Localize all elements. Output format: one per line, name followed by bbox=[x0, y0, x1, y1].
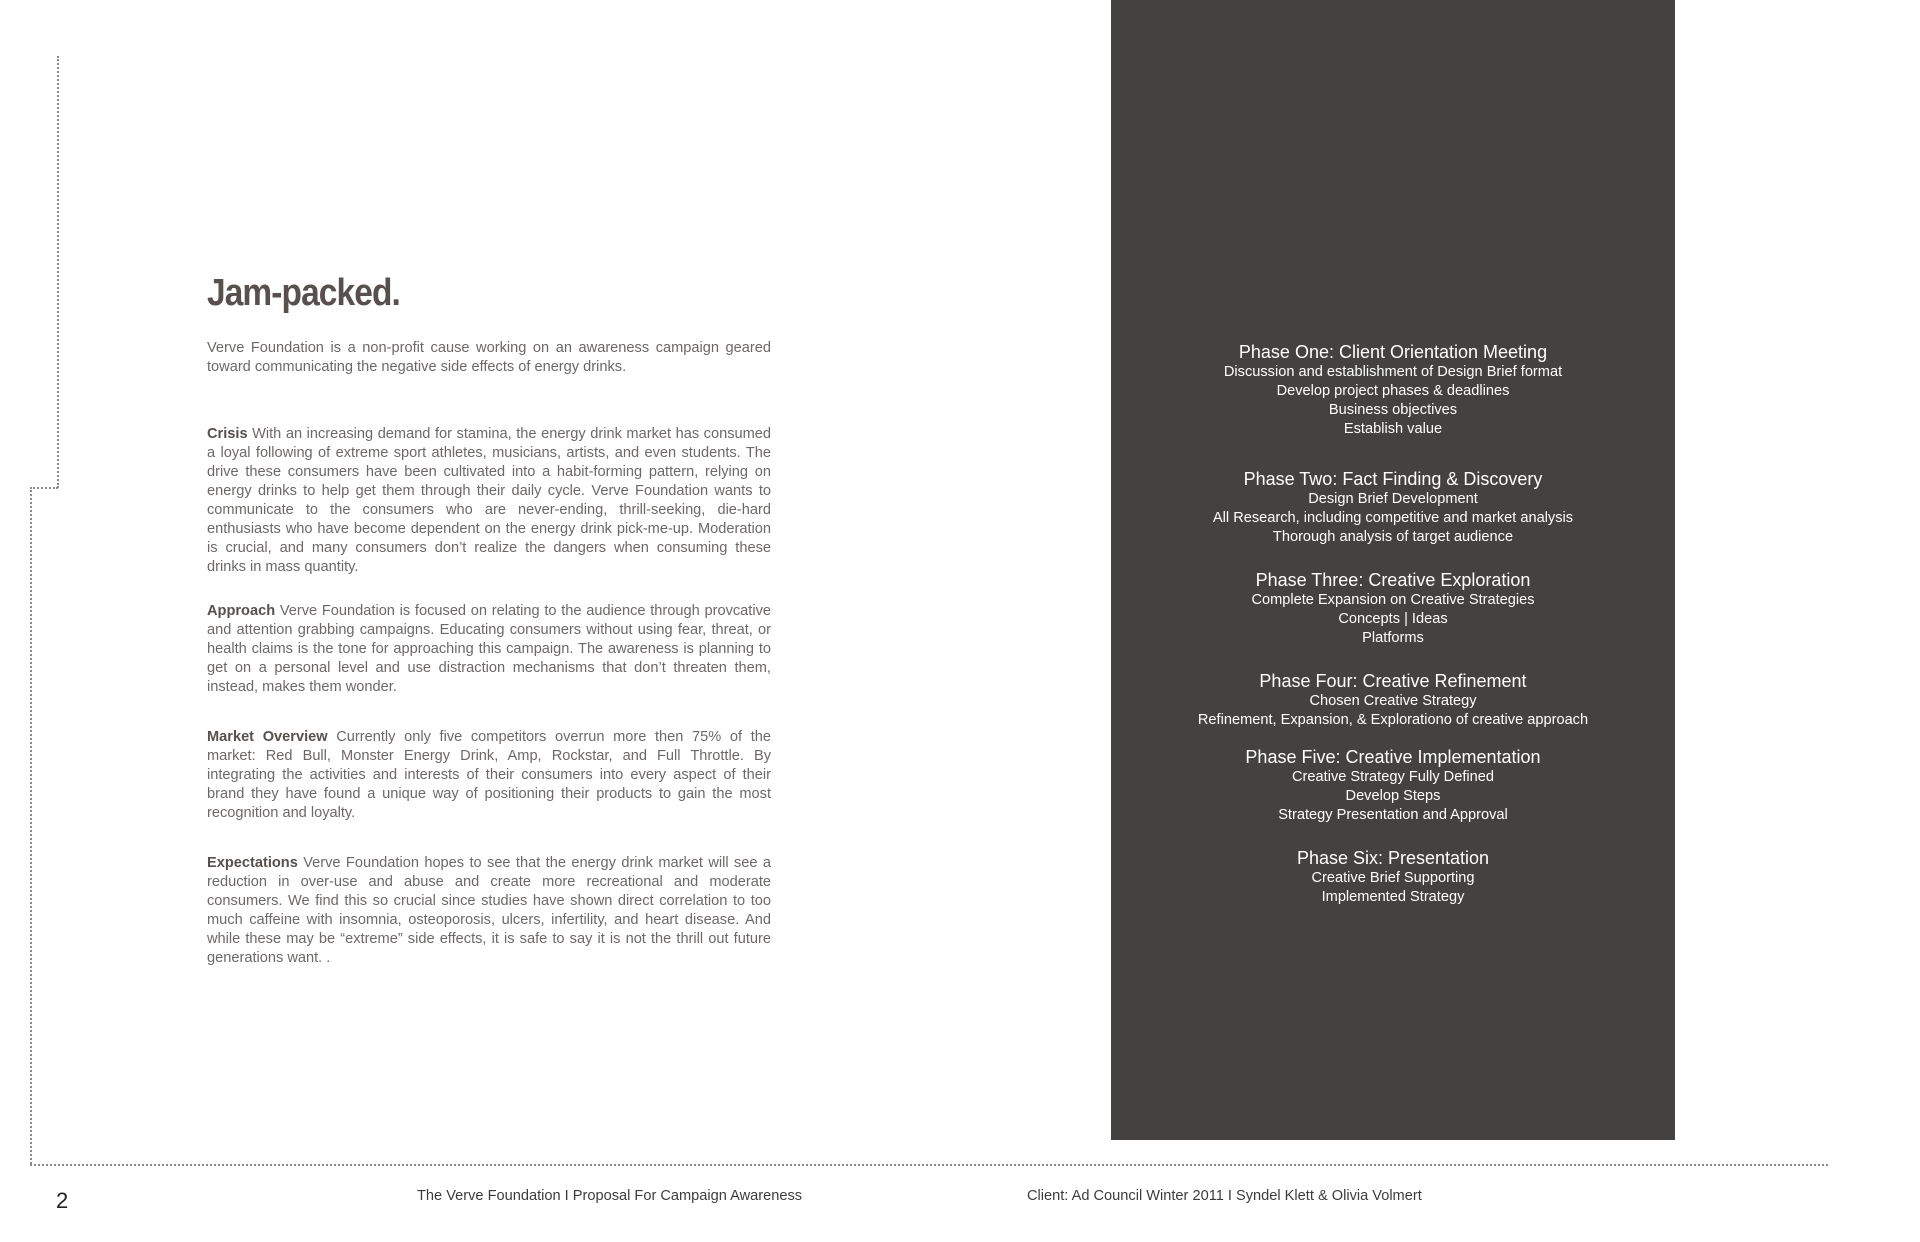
phase-block bbox=[1111, 570, 1675, 648]
phase-item: Platforms bbox=[1362, 630, 1424, 646]
market-overview-term: Market Overview bbox=[207, 729, 328, 745]
phase-panel bbox=[1111, 0, 1675, 1140]
phase-item: Creative Brief Supporting bbox=[1311, 870, 1475, 886]
phase-title: Phase Six: Presentation bbox=[1296, 848, 1490, 868]
margin-guide-step bbox=[30, 487, 58, 489]
phase-block bbox=[1111, 671, 1675, 730]
margin-guide-bottom bbox=[30, 1164, 1828, 1166]
expectations-text: Verve Foundation hopes to see that the energy drink market will see a reduction in over-use and abuse and create more recreational and moderate consumers. We find this so crucial since studies have shown direct correlation to too much caffeine with insomnia, osteoporosis, ulcers, infertility, and heart disease. And while these may be “extreme” side effects, it is safe to say it is not the thrill out future generations want. . bbox=[207, 855, 771, 966]
market-overview-text: Currently only five competitors overrun more then 75% of the market: Red Bull, Monster Energy Drink, Amp, Rockstar, and Full Throttle. By integrating the activities and interests of their consumers into every aspect of their brand they have found a unique way of positioning their products to gain the most recognition and loyalty. bbox=[207, 729, 771, 821]
footer-document-title: The Verve Foundation I Proposal For Campaign Awareness bbox=[417, 1188, 803, 1204]
phase-item: Chosen Creative Strategy bbox=[1309, 693, 1477, 709]
expectations-term: Expectations bbox=[207, 855, 298, 871]
crisis-text: With an increasing demand for stamina, the energy drink market has consumed a loyal following of extreme sport athletes, musicians, artists, and even students. The drive these consumers have been cultivated into a habit-forming pattern, relying on energy drinks to help get them through their daily cycle. Verve Foundation wants to communicate to the consumers who are never-ending, thrill-seeking, die-hard enthusiasts who have become dependent on the energy drink pick-me-up. Moderation is crucial, and many consumers don’t realize the dangers when consuming these drinks in mass quantity. bbox=[207, 426, 771, 575]
phase-item: Implemented Strategy bbox=[1321, 889, 1465, 905]
phase-block bbox=[1111, 469, 1675, 547]
phase-item: Design Brief Development bbox=[1308, 491, 1478, 507]
margin-guide-lower bbox=[30, 487, 32, 1164]
phase-block bbox=[1111, 848, 1675, 907]
approach-term: Approach bbox=[207, 603, 276, 619]
phase-item: Establish value bbox=[1343, 421, 1443, 437]
phase-title: Phase Two: Fact Finding & Discovery bbox=[1243, 469, 1543, 489]
page-headline: Jam-packed. bbox=[207, 272, 400, 314]
phase-item: Concepts | Ideas bbox=[1338, 611, 1448, 627]
approach-paragraph bbox=[207, 602, 771, 697]
phase-item: Business objectives bbox=[1328, 402, 1458, 418]
phase-title: Phase One: Client Orientation Meeting bbox=[1238, 342, 1548, 362]
intro-paragraph: Verve Foundation is a non-profit cause working on an awareness campaign geared toward communicating the negative side effects of energy drinks. bbox=[207, 340, 771, 375]
crisis-term: Crisis bbox=[207, 426, 248, 442]
phase-item: Develop project phases & deadlines bbox=[1276, 383, 1510, 399]
phase-title: Phase Three: Creative Exploration bbox=[1255, 570, 1531, 590]
phase-block bbox=[1111, 342, 1675, 439]
market-overview-paragraph bbox=[207, 728, 771, 823]
margin-guide-upper bbox=[57, 56, 59, 488]
phase-title: Phase Five: Creative Implementation bbox=[1245, 747, 1541, 767]
crisis-paragraph bbox=[207, 425, 771, 577]
phase-item: Complete Expansion on Creative Strategies bbox=[1251, 592, 1535, 608]
phase-item: Creative Strategy Fully Defined bbox=[1292, 769, 1494, 785]
footer-client-credits: Client: Ad Council Winter 2011 I Syndel Klett & Olivia Volmert bbox=[1027, 1188, 1422, 1204]
phase-item: Refinement, Expansion, & Explorationo of creative approach bbox=[1197, 712, 1589, 728]
page-number: 2 bbox=[56, 1188, 69, 1213]
phase-item: Develop Steps bbox=[1345, 788, 1441, 804]
expectations-paragraph bbox=[207, 854, 771, 968]
phase-item: Thorough analysis of target audience bbox=[1272, 529, 1514, 545]
approach-text: Verve Foundation is focused on relating to the audience through provcative and attention grabbing campaigns. Educating consumers without using fear, threat, or health claims is the tone for approaching this campaign. The awareness is planning to get on a personal level and use distraction mechanisms that don’t threaten them, instead, makes them wonder. bbox=[207, 603, 771, 695]
phase-item: Strategy Presentation and Approval bbox=[1278, 807, 1508, 823]
phase-block bbox=[1111, 747, 1675, 825]
body-text-column bbox=[207, 272, 771, 968]
phase-title: Phase Four: Creative Refinement bbox=[1259, 671, 1527, 691]
phase-item: All Research, including competitive and market analysis bbox=[1212, 510, 1574, 526]
phase-item: Discussion and establishment of Design Brief format bbox=[1223, 364, 1563, 380]
